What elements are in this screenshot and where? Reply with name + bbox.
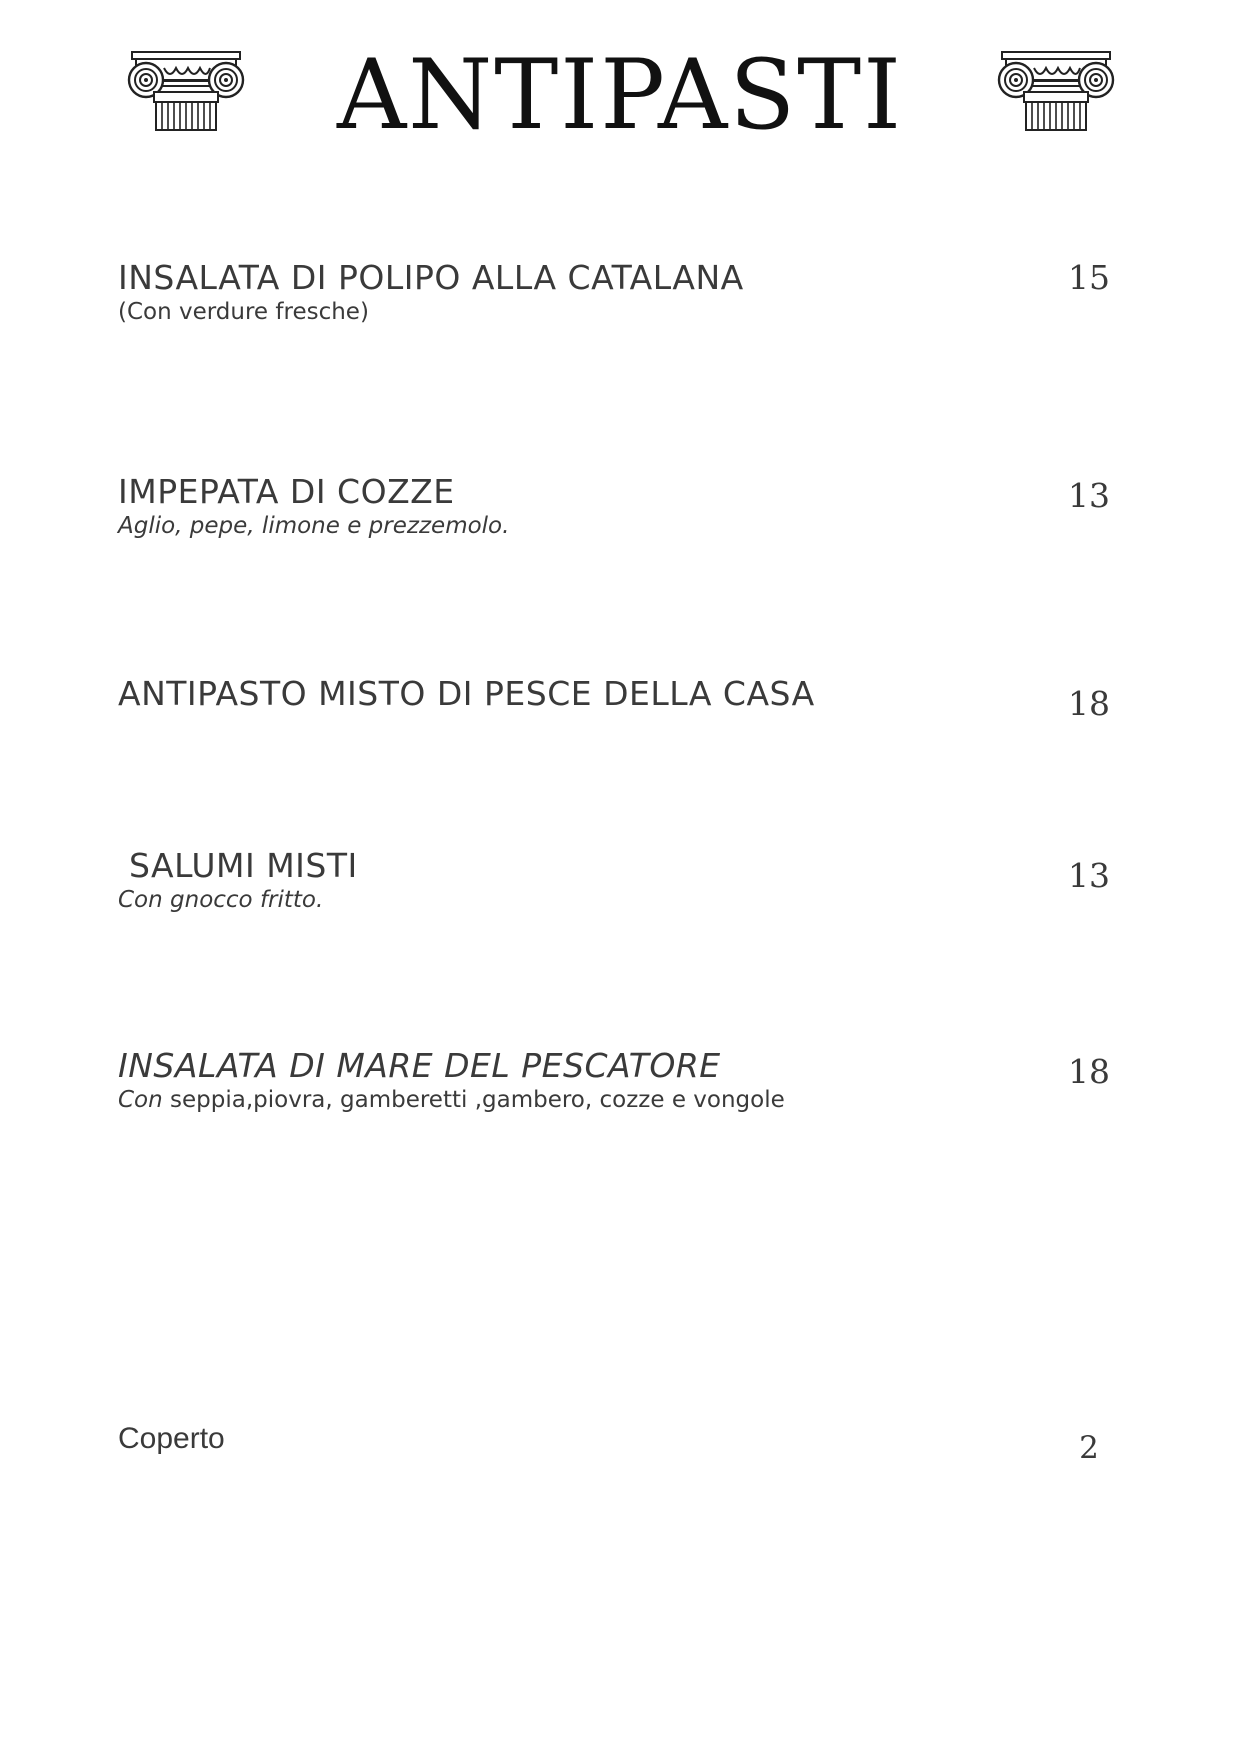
- menu-item-name: SALUMI MISTI: [118, 846, 358, 885]
- menu-item-description: [118, 1086, 1118, 1114]
- page-title: ANTIPASTI: [336, 39, 904, 151]
- menu-item-price: 18: [1068, 684, 1110, 723]
- menu-item-description: (Con verdure fresche): [118, 299, 369, 325]
- menu-item: [118, 258, 1118, 326]
- menu-item-price: 13: [1068, 856, 1110, 895]
- menu-item-name: INSALATA DI POLIPO ALLA CATALANA: [118, 258, 744, 297]
- menu-item-price: 15: [1068, 258, 1110, 297]
- menu-item-name: INSALATA DI MARE DEL PESCATORE: [118, 1046, 721, 1085]
- menu-item: [118, 846, 1118, 914]
- menu-item-description: Aglio, pepe, limone e prezzemolo.: [118, 513, 510, 539]
- menu-item-name: IMPEPATA DI COZZE: [118, 472, 455, 511]
- menu-item: [118, 1046, 1118, 1114]
- menu-header: [0, 40, 1240, 150]
- menu-item-name: ANTIPASTO MISTO DI PESCE DELLA CASA: [118, 674, 815, 713]
- menu-item: [118, 674, 1118, 714]
- menu-item-description-prefix: Con: [118, 1087, 163, 1113]
- ionic-column-capital-icon: [996, 50, 1116, 132]
- menu-item-price: 13: [1068, 476, 1110, 515]
- menu-item-price: 18: [1068, 1052, 1110, 1091]
- menu-item-description: Con gnocco fritto.: [118, 887, 324, 913]
- menu-item: [118, 472, 1118, 540]
- menu-item-description-text: seppia,piovra, gamberetti ,gambero, cozze e vongole: [162, 1087, 785, 1113]
- coperto-price: 2: [1079, 1430, 1099, 1466]
- coperto-label: Coperto: [118, 1422, 225, 1455]
